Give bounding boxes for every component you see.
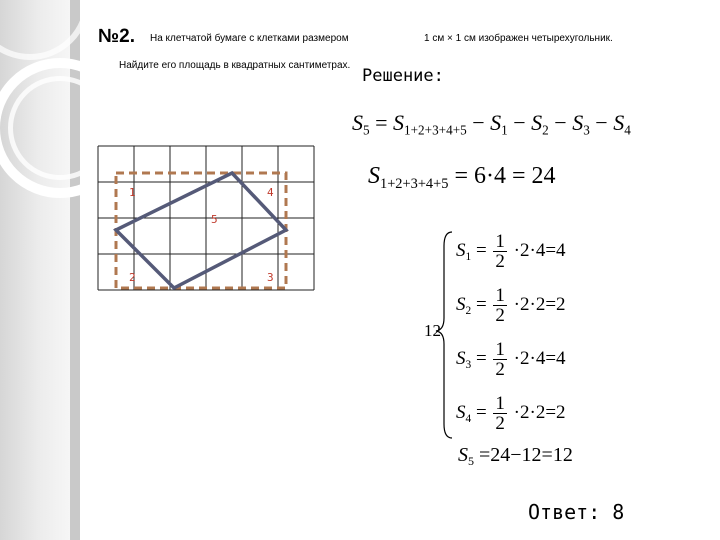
brace-label: 12: [424, 321, 441, 340]
grid-lines: [98, 146, 314, 290]
equation-total-area: $S_{1+2+3+4+5} = 6\cdot 4 = 24$: [368, 163, 556, 193]
task-text-part2: 1 см × 1 см изображен четырехугольник.: [424, 33, 613, 44]
answer-text: Ответ: 8: [528, 500, 625, 524]
bounding-rectangle: [116, 173, 286, 288]
problem-number: №2.: [98, 26, 136, 47]
region-label-5: 5: [211, 213, 218, 226]
equation-area-difference: $S_5 = S_{1+2+3+4+5} - S_1 - S_2 - S_3 - S_4$: [352, 110, 631, 138]
region-label-1: 1: [129, 186, 136, 199]
triangle-area-2: $S_2$ = $\frac{1}{2}$ ·2·2=2: [456, 285, 566, 326]
triangle-area-3: $S_3$ = $\frac{1}{2}$ ·2·4=4: [456, 339, 566, 380]
region-label-2: 2: [129, 271, 136, 284]
quadrilateral: [116, 173, 286, 288]
solution-heading: Решение:: [362, 66, 444, 86]
task-text-part3: Найдите его площадь в квадратных сантиметрах.: [119, 60, 351, 71]
triangle-area-4: $S_4$ = $\frac{1}{2}$ ·2·2=2: [456, 393, 566, 434]
final-equation: $S_5 =24-12=12$: [458, 444, 573, 469]
task-text-part1: На клетчатой бумаге с клетками размером: [150, 33, 349, 44]
region-label-4: 4: [267, 186, 274, 199]
triangle-area-1: $S_1$ = $\frac{1}{2}$ ·2·4=4: [456, 231, 566, 272]
region-label-3: 3: [267, 271, 274, 284]
